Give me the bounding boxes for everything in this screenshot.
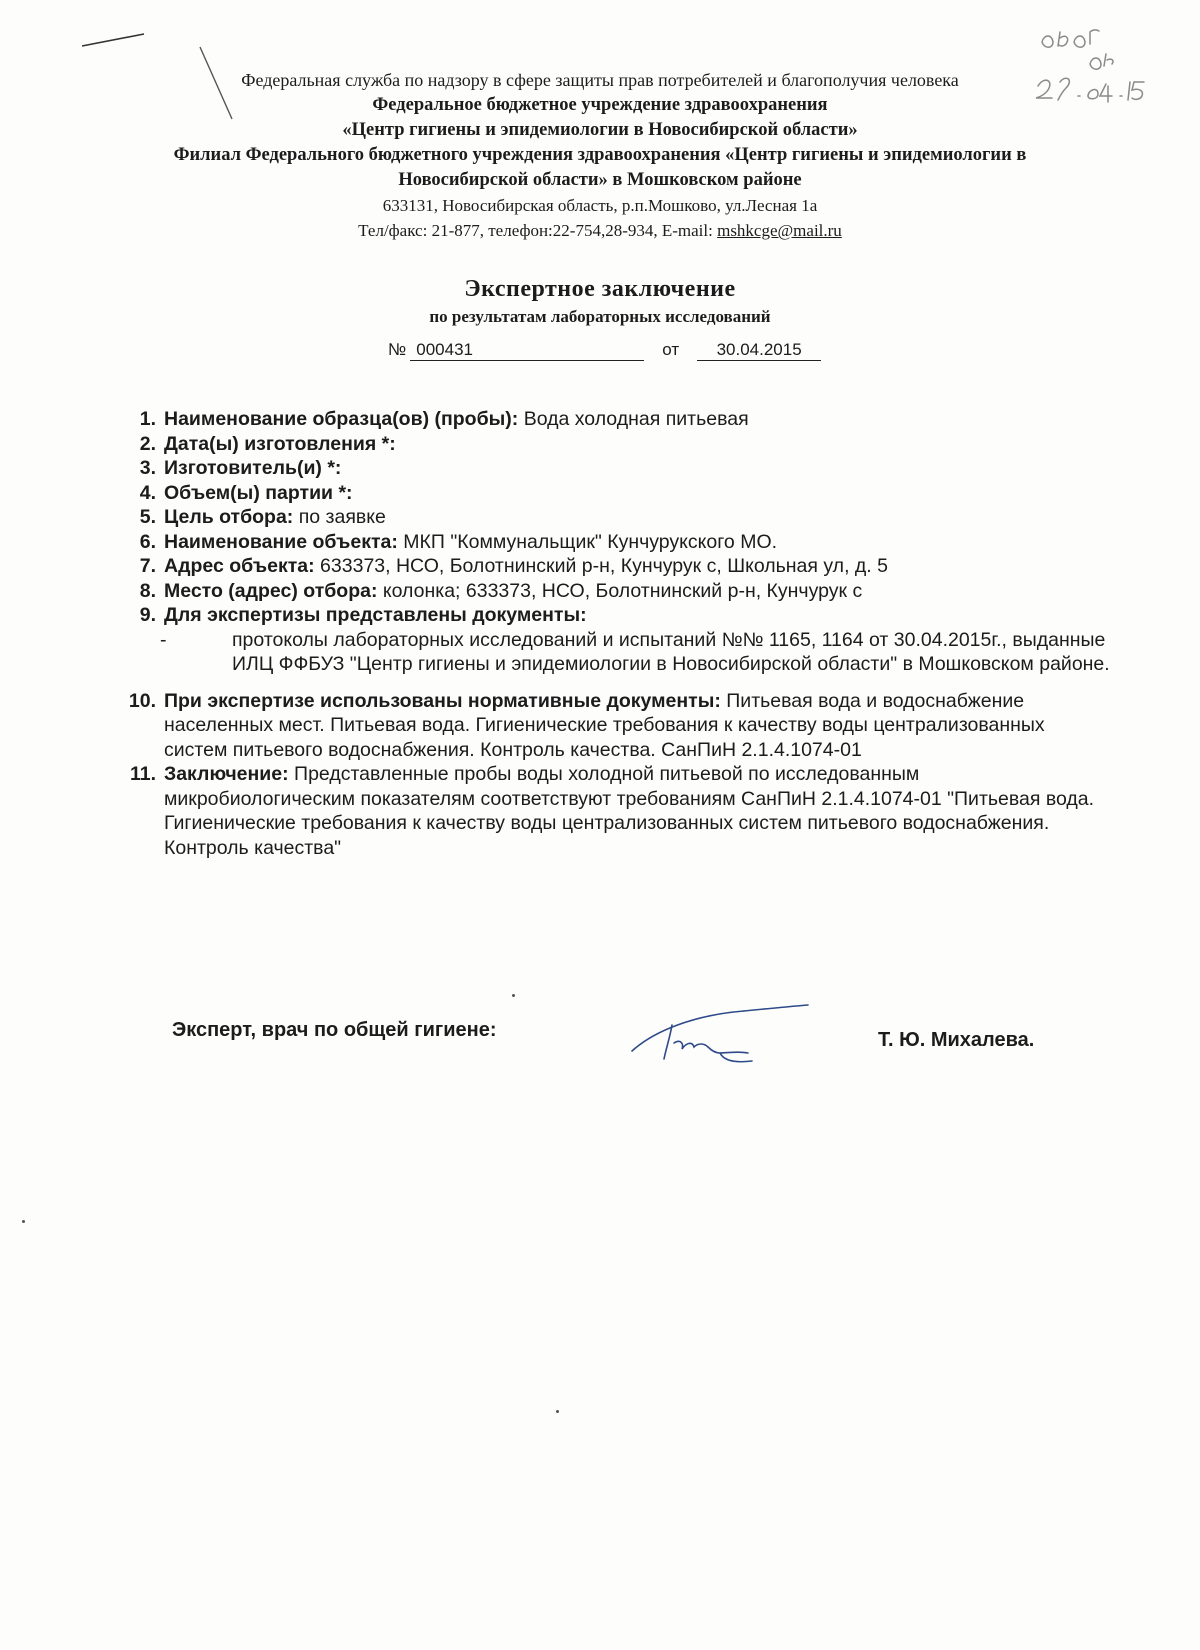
item-label: Цель отбора:	[164, 506, 294, 528]
documents-sublist-item	[156, 628, 1110, 677]
item-number: 10.	[128, 689, 156, 712]
list-item	[110, 530, 1110, 555]
item-label: Для экспертизы представлены документы:	[164, 604, 587, 626]
item-label: При экспертизе использованы нормативные документы:	[164, 689, 721, 712]
item-label: Место (адрес) отбора:	[164, 579, 378, 602]
list-item	[110, 456, 1110, 481]
branch-line-2: Новосибирской области» в Мошковском районе	[398, 170, 802, 190]
contacts-text: Тел/факс: 21-877, телефон:22-754,28-934, E-mail:	[358, 221, 718, 240]
item-value: Вода холодная питьевая	[518, 408, 749, 430]
address: 633131, Новосибирская область, р.п.Мошково, ул.Лесная 1а	[382, 196, 818, 215]
pen-stroke-mark	[80, 30, 150, 50]
institution-line-1: Федеральное бюджетное учреждение здравоохранения	[372, 95, 828, 115]
item-number: 2.	[139, 432, 156, 455]
list-item	[110, 407, 1110, 432]
item-label: Наименование образца(ов) (пробы):	[164, 408, 519, 430]
list-item	[110, 481, 1110, 506]
item-label: Заключение:	[164, 763, 289, 785]
list-dash: -	[160, 628, 167, 651]
scan-speck	[556, 1410, 559, 1413]
document-subtitle: по результатам лабораторных исследований	[429, 307, 771, 326]
item-label: Адрес объекта:	[164, 555, 315, 577]
signature-block	[172, 1013, 1072, 1073]
scan-speck	[512, 994, 515, 997]
items-list	[110, 407, 1110, 860]
item-value: по заявке	[293, 506, 386, 528]
contacts	[80, 218, 1120, 243]
item-label: Объем(ы) партии *:	[164, 481, 353, 504]
document-heading	[200, 276, 1000, 327]
item-number: 6.	[139, 530, 156, 553]
list-item	[110, 689, 1110, 763]
item-number: 9.	[139, 604, 156, 626]
agency-name: Федеральная служба по надзору в сфере защиты прав потребителей и благополучия человека	[241, 70, 959, 90]
institution-line-2: «Центр гигиены и эпидемиологии в Новосибирской области»	[342, 120, 858, 140]
list-item	[110, 505, 1110, 530]
item-value: Представленные пробы воды холодной питьевой по исследованным микробиологическим показателям соответствуют требованиям СанПиН 2.1.4.1074-01 "Питьевая вода. Гигиенические требования к качеству воды централизованных систем питьевого водоснабжения. Контроль качества"	[164, 763, 1095, 859]
document-number-line	[388, 340, 821, 361]
document-title: Экспертное заключение	[464, 276, 736, 302]
item-number: 8.	[139, 579, 156, 602]
signature-image	[624, 1003, 814, 1073]
item-label: Изготовитель(и) *:	[164, 457, 342, 479]
expert-role: Эксперт, врач по общей гигиене:	[172, 1019, 497, 1041]
list-item	[110, 432, 1110, 457]
item-value: МКП "Коммунальщик" Кунчурукского МО.	[397, 530, 778, 553]
list-item	[110, 762, 1110, 860]
item-number: 3.	[139, 457, 156, 479]
item-number: 4.	[139, 481, 156, 504]
document-number: 000431	[410, 340, 644, 361]
date-label: от	[662, 340, 680, 359]
item-label: Дата(ы) изготовления *:	[164, 432, 396, 455]
letterhead	[80, 68, 1120, 243]
branch-line-1: Филиал Федерального бюджетного учреждения здравоохранения «Центр гигиены и эпидемиологии в	[173, 145, 1027, 165]
item-number: 11.	[129, 763, 156, 785]
expert-name: Т. Ю. Михалева.	[878, 1029, 1035, 1051]
list-item	[110, 603, 1110, 628]
item-number: 5.	[139, 506, 156, 528]
documents-text: протоколы лабораторных исследований и испытаний №№ 1165, 1164 от 30.04.2015г., выданные ИЛЦ ФФБУЗ "Центр гигиены и эпидемиологии в Новосибирской области" в Мошковском районе.	[232, 628, 1110, 675]
item-number: 7.	[139, 555, 156, 577]
number-label: №	[388, 340, 407, 359]
item-number: 1.	[139, 408, 156, 430]
list-item	[110, 579, 1110, 604]
item-value: 633373, НСО, Болотнинский р-н, Кунчурук с, Школьная ул, д. 5	[314, 555, 888, 577]
list-item	[110, 554, 1110, 579]
document-date: 30.04.2015	[697, 340, 821, 361]
email-link[interactable]: mshkcge@mail.ru	[717, 221, 842, 240]
scan-speck	[22, 1220, 25, 1223]
item-value: колонка; 633373, НСО, Болотнинский р-н, Кунчурук с	[377, 579, 863, 602]
item-value: Питьевая вода и водоснабжение населенных мест. Питьевая вода. Гигиенические требования к качеству воды централизованных систем питьевого водоснабжения. Контроль качества. СанПиН 2.1.4.1074-01	[164, 689, 1045, 761]
item-label: Наименование объекта:	[164, 530, 398, 553]
